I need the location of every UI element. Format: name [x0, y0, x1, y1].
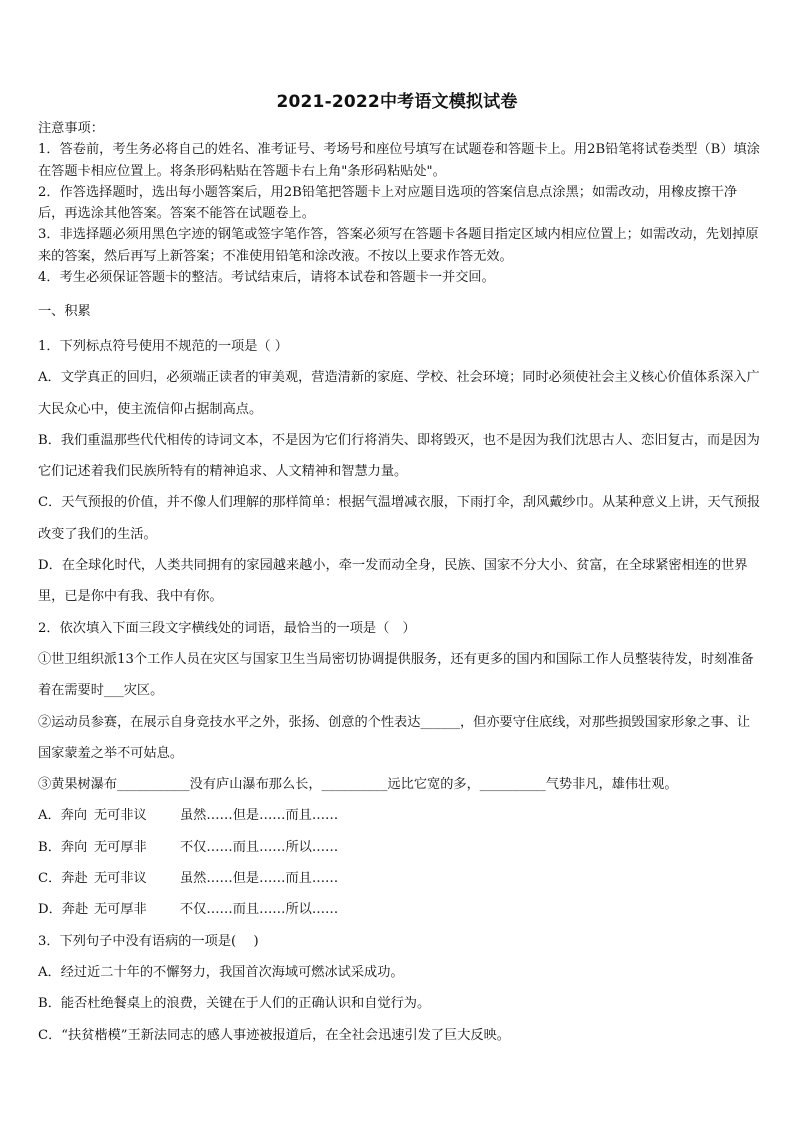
question-1-option-c: C．天气预报的价值，并不像人们理解的那样简单：根据气温增减衣服，下雨打伞，刮风戴纱巾。从某种意义上讲，天气预报改变了我们的生活。: [38, 495, 761, 542]
option-word-1: D．奔赴: [38, 902, 89, 918]
option-word-2: 无可厚非: [94, 839, 147, 855]
question-2-option-a: [38, 800, 762, 831]
option-word-1: C．奔赴: [38, 871, 88, 887]
option-word-2: 无可非议: [94, 871, 147, 887]
question-1-option-a: A．文学真正的回归，必须端正读者的审美观，营造清新的家庭、学校、社会环境；同时必须使社会主义核心价值体系深入广大民众心中，使主流信仰占据制高点。: [38, 370, 760, 417]
question-3-stem: 3．下列句子中没有语病的一项是( ): [38, 933, 259, 949]
option-word-3: 虽然……但是……而且……: [180, 871, 339, 887]
question-1-option-b: B．我们重温那些代代相传的诗词文本，不是因为它们行将消失、即将毁灭，也不是因为我们沈思古人、恋旧复古，而是因为它们记述着我们民族所特有的精神追求、人文精神和智慧力量。: [38, 432, 760, 480]
notice-heading: 注意事项：: [38, 121, 104, 136]
option-word-3: 虽然……但是……而且……: [180, 808, 339, 824]
option-word-3: 不仅……而且……所以……: [180, 902, 339, 918]
notice-block: [38, 118, 762, 288]
question-3-option-a: A．经过近二十年的不懈努力，我国首次海域可燃冰试采成功。: [38, 964, 404, 980]
option-word-3: 不仅……而且……所以……: [180, 839, 339, 855]
question-2-passage-3: ③黄果树瀑布___________没有庐山瀑布那么长，__________远比它宽的多，__________气势非凡，雄伟壮观。: [38, 777, 678, 793]
option-word-2: 无可厚非: [94, 902, 147, 918]
question-2-option-b: [38, 832, 762, 863]
option-word-1: B．奔向: [38, 839, 88, 855]
option-word-2: 无可非议: [94, 808, 147, 824]
question-2-passage-2: ②运动员参赛，在展示自身竞技水平之外，张扬、创意的个性表达______，但亦要守住底线，对那些损毁国家形象之事、让国家蒙羞之举不可姑息。: [38, 714, 751, 761]
question-2-stem: 2．依次填入下面三段文字横线处的词语，最恰当的一项是（ ）: [38, 620, 416, 636]
question-2-passage-1: ①世卫组织派13个工作人员在灾区与国家卫生当局密切协调提供服务，还有更多的国内和国际工作人员整装待发，时刻准备着在需要时___灾区。: [38, 651, 754, 699]
page-title: 2021-2022中考语文模拟试卷: [276, 92, 518, 112]
question-2-option-d: [38, 894, 762, 925]
option-word-1: A．奔向: [38, 808, 88, 824]
questions: [38, 331, 762, 1051]
notice-item: 3．非选择题必须用黑色字迹的钢笔或签字笔作答，答案必须写在答题卡各题目指定区域内相应位置上；如需改动，先划掉原来的答案，然后再写上新答案；不准使用铅笔和涂改液。不按以上要求作答无效。: [38, 227, 759, 264]
notice-item: 1．答卷前，考生务必将自己的姓名、准考证号、考场号和座位号填写在试题卷和答题卡上。用2B铅笔将试卷类型（B）填涂在答题卡相应位置上。将条形码粘贴在答题卡右上角"条形码粘贴处"。: [38, 142, 760, 179]
question-2-option-c: [38, 863, 762, 894]
notice-item: 2．作答选择题时，选出每小题答案后，用2B铅笔把答题卡上对应题目选项的答案信息点涂黑；如需改动，用橡皮擦干净后，再选涂其他答案。答案不能答在试题卷上。: [38, 184, 738, 222]
question-1-option-d: D．在全球化时代，人类共同拥有的家园越来越小，牵一发而动全身，民族、国家不分大小、贫富，在全球紧密相连的世界里，已是你中有我、我中有你。: [38, 558, 748, 605]
question-3-option-b: B．能否杜绝餐桌上的浪费，关键在于人们的正确认识和自觉行为。: [38, 996, 431, 1012]
question-1-stem: 1．下列标点符号使用不规范的一项是（ ）: [38, 339, 288, 354]
question-3-option-c: C．“扶贫楷模”王新法同志的感人事迹被报道后，在全社会迅速引发了巨大反映。: [38, 1027, 510, 1043]
notice-item: 4．考生必须保证答题卡的整洁。考试结束后，请将本试卷和答题卡一并交回。: [38, 270, 495, 286]
section-heading: 一、积累: [38, 304, 91, 319]
